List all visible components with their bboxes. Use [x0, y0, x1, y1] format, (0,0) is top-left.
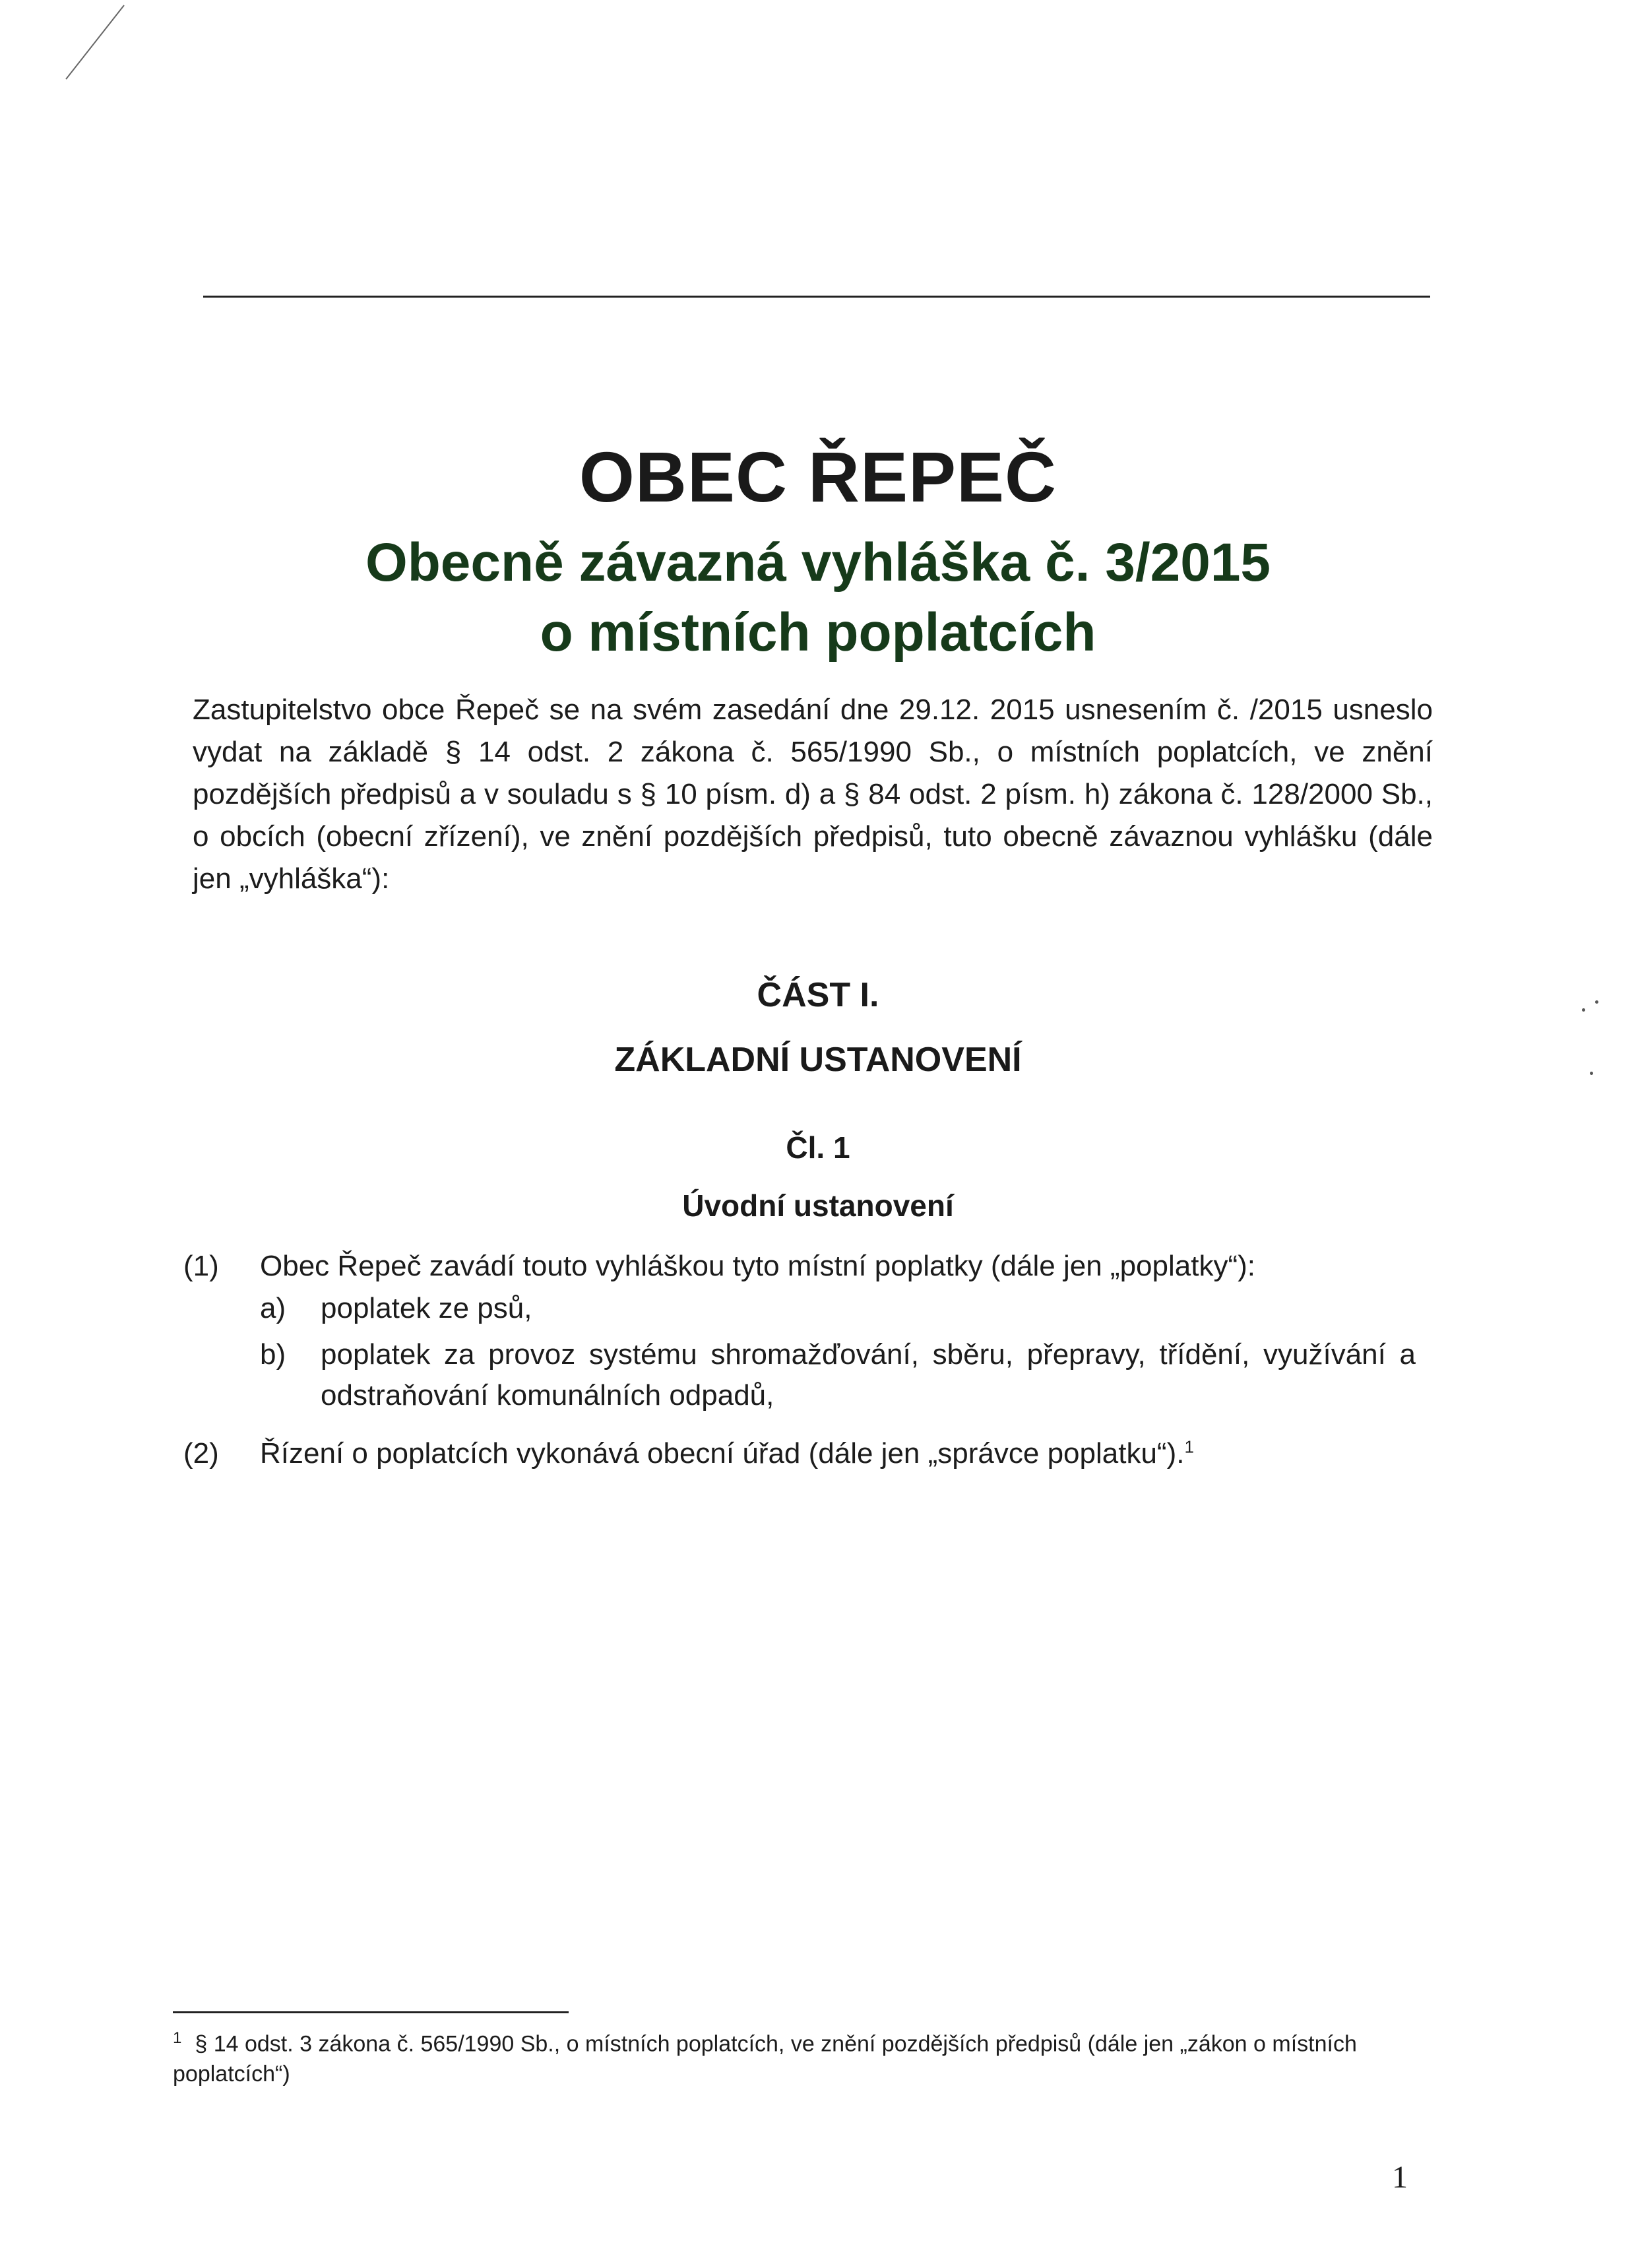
article-heading: Čl. 1 — [786, 1130, 850, 1165]
list-item-letter: a) — [260, 1292, 286, 1324]
scan-pen-mark — [53, 0, 145, 92]
footnote — [173, 2023, 1426, 2089]
paragraph-1 — [183, 1246, 1437, 1292]
municipality-title: OBEC ŘEPEČ — [579, 437, 1057, 517]
list-item — [260, 1334, 1434, 1427]
footnote-text: § 14 odst. 3 zákona č. 565/1990 Sb., o místních poplatcích, ve znění pozdějších předpisů (dále jen „zákon o místních poplatcích“) — [173, 2031, 1357, 2087]
paragraph-text: Obec Řepeč zavádí touto vyhláškou tyto místní poplatky (dále jen „poplatky“): — [260, 1250, 1255, 1282]
list-item-text: poplatek ze psů, — [321, 1292, 532, 1324]
page-number: 1 — [1392, 2160, 1408, 2195]
list-item-text: poplatek za provoz systému shromažďování, sběru, přepravy, třídění, využívání a odstraňování komunálních odpadů, — [321, 1338, 1416, 1411]
paragraph-text-body: Řízení o poplatcích vykonává obecní úřad (dále jen „správce poplatku“). — [260, 1437, 1185, 1470]
header-rule — [203, 296, 1430, 298]
decree-title: Obecně závazná vyhláška č. 3/2015 — [365, 533, 1271, 593]
footnote-separator — [173, 2011, 569, 2013]
footnote-mark: 1 — [173, 2029, 182, 2047]
paragraph-text — [260, 1433, 1434, 1474]
paragraph-2 — [183, 1433, 1437, 1479]
decree-subtitle: o místních poplatcích — [540, 602, 1096, 663]
list-item — [260, 1288, 1434, 1334]
list-item-letter: b) — [260, 1338, 286, 1371]
paragraph-number: (1) — [183, 1250, 219, 1282]
footnote-reference[interactable]: 1 — [1184, 1437, 1194, 1457]
part-heading: ČÁST I. — [757, 976, 879, 1014]
part-title: ZÁKLADNÍ USTANOVENÍ — [614, 1041, 1022, 1079]
preamble: Zastupitelstvo obce Řepeč se na svém zasedání dne 29.12. 2015 usnesením č. /2015 usneslo vydat na základě § 14 odst. 2 zákona č. 565/1990 Sb., o místních poplatcích, ve znění pozdějších předpisů a v souladu s § 10 písm. d) a § 84 odst. 2 písm. h) zákona č. 128/2000 Sb., o obcích (obecní zřízení), ve znění pozdějších předpisů, tuto obecně závaznou vyhlášku (dále jen „vyhláška“): — [193, 694, 1433, 895]
article-title: Úvodní ustanovení — [682, 1188, 954, 1223]
paragraph-number: (2) — [183, 1437, 219, 1470]
